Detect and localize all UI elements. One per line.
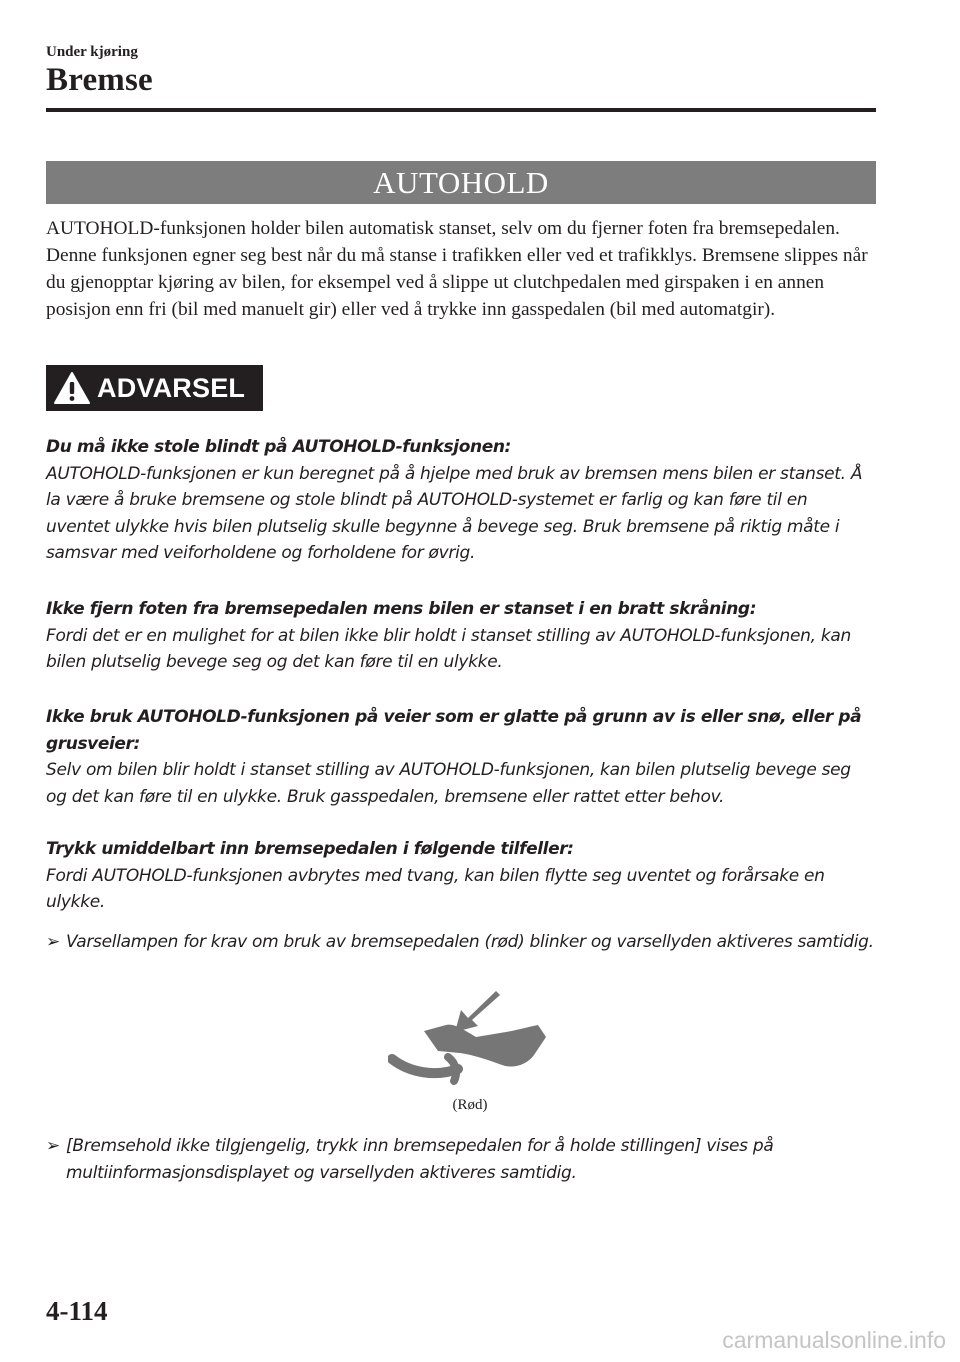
warning-heading: Ikke fjern foten fra bremsepedalen mens bilen er stanset i en bratt skråning: [46,599,757,619]
warning-heading: Trykk umiddelbart inn bremsepedalen i følgende tilfeller: [46,839,574,859]
warning-body: Selv om bilen blir holdt i stanset stilling av AUTOHOLD-funksjonen, kan bilen plutselig bevege seg og det kan føre til en ulykke. Bruk gasspedalen, bremsene eller rattet etter behov. [46,760,851,807]
warning-body: Fordi AUTOHOLD-funksjonen avbrytes med tvang, kan bilen flytte seg uventet og forårsake en ulykke. [46,865,825,912]
warning-item [46,596,876,676]
warning-item [46,434,876,567]
page-title: Bremse [46,62,153,98]
warning-body: AUTOHOLD-funksjonen er kun beregnet på å hjelpe med bruk av bremsen mens bilen er stanset. Å la være å bruke bremsene og stole blindt på AUTOHOLD-systemet er farlig og kan føre til en uventet ulykke hvis bilen plutselig skulle begynne å bevege seg. Bruk bremsene på riktig måte i samsvar med veiforholdene og forholdene for øvrig. [46,463,863,563]
bullet-arrow-icon: ➢ [46,1136,60,1156]
bullet-text: Varsellampen for krav om bruk av bremsepedalen (rød) blinker og varsellyden aktiveres samtidig. [66,932,874,952]
warning-item [46,704,876,810]
warning-heading: Ikke bruk AUTOHOLD-funksjonen på veier som er glatte på grunn av is eller snø, eller på grusveier: [46,707,862,754]
section-label: Under kjøring [46,44,138,60]
bullet-arrow-icon: ➢ [46,932,60,952]
warning-triangle-icon [53,371,91,405]
icon-caption: (Rød) [452,1097,488,1113]
warning-heading: Du må ikke stole blindt på AUTOHOLD-funksjonen: [46,437,511,457]
watermark: carmanualsonline.info [722,1327,946,1353]
intro-paragraph: AUTOHOLD-funksjonen holder bilen automatisk stanset, selv om du fjerner foten fra bremsepedalen. Denne funksjonen egner seg best når du må stanse i trafikken eller ved et trafikklys. Bremsene slippes når du gjenopptar kjøring av bilen, for eksempel ved å slippe ut clutchpedalen med girspaken i en annen posisjon enn fri (bil med manuelt gir) eller ved å trykke inn gasspedalen (bil med automatgir). [46,218,868,320]
title-divider [46,108,876,112]
warning-item [46,836,876,916]
warning-badge [46,365,263,411]
warning-label: ADVARSEL [97,372,246,403]
section-heading-banner: AUTOHOLD [46,161,876,204]
bullet-text: [Bremsehold ikke tilgjengelig, trykk inn bremsepedalen for å holde stillingen] vises på multiinformasjonsdisplayet og varsellyden aktiveres samtidig. [66,1136,774,1183]
page-number: 4-114 [46,1296,108,1326]
warning-body: Fordi det er en mulighet for at bilen ikke blir holdt i stanset stilling av AUTOHOLD-funksjonen, kan bilen plutselig bevege seg og det kan føre til en ulykke. [46,625,851,672]
list-item [46,929,876,956]
list-item [46,1133,876,1186]
brake-pedal-warning-icon [388,985,548,1085]
